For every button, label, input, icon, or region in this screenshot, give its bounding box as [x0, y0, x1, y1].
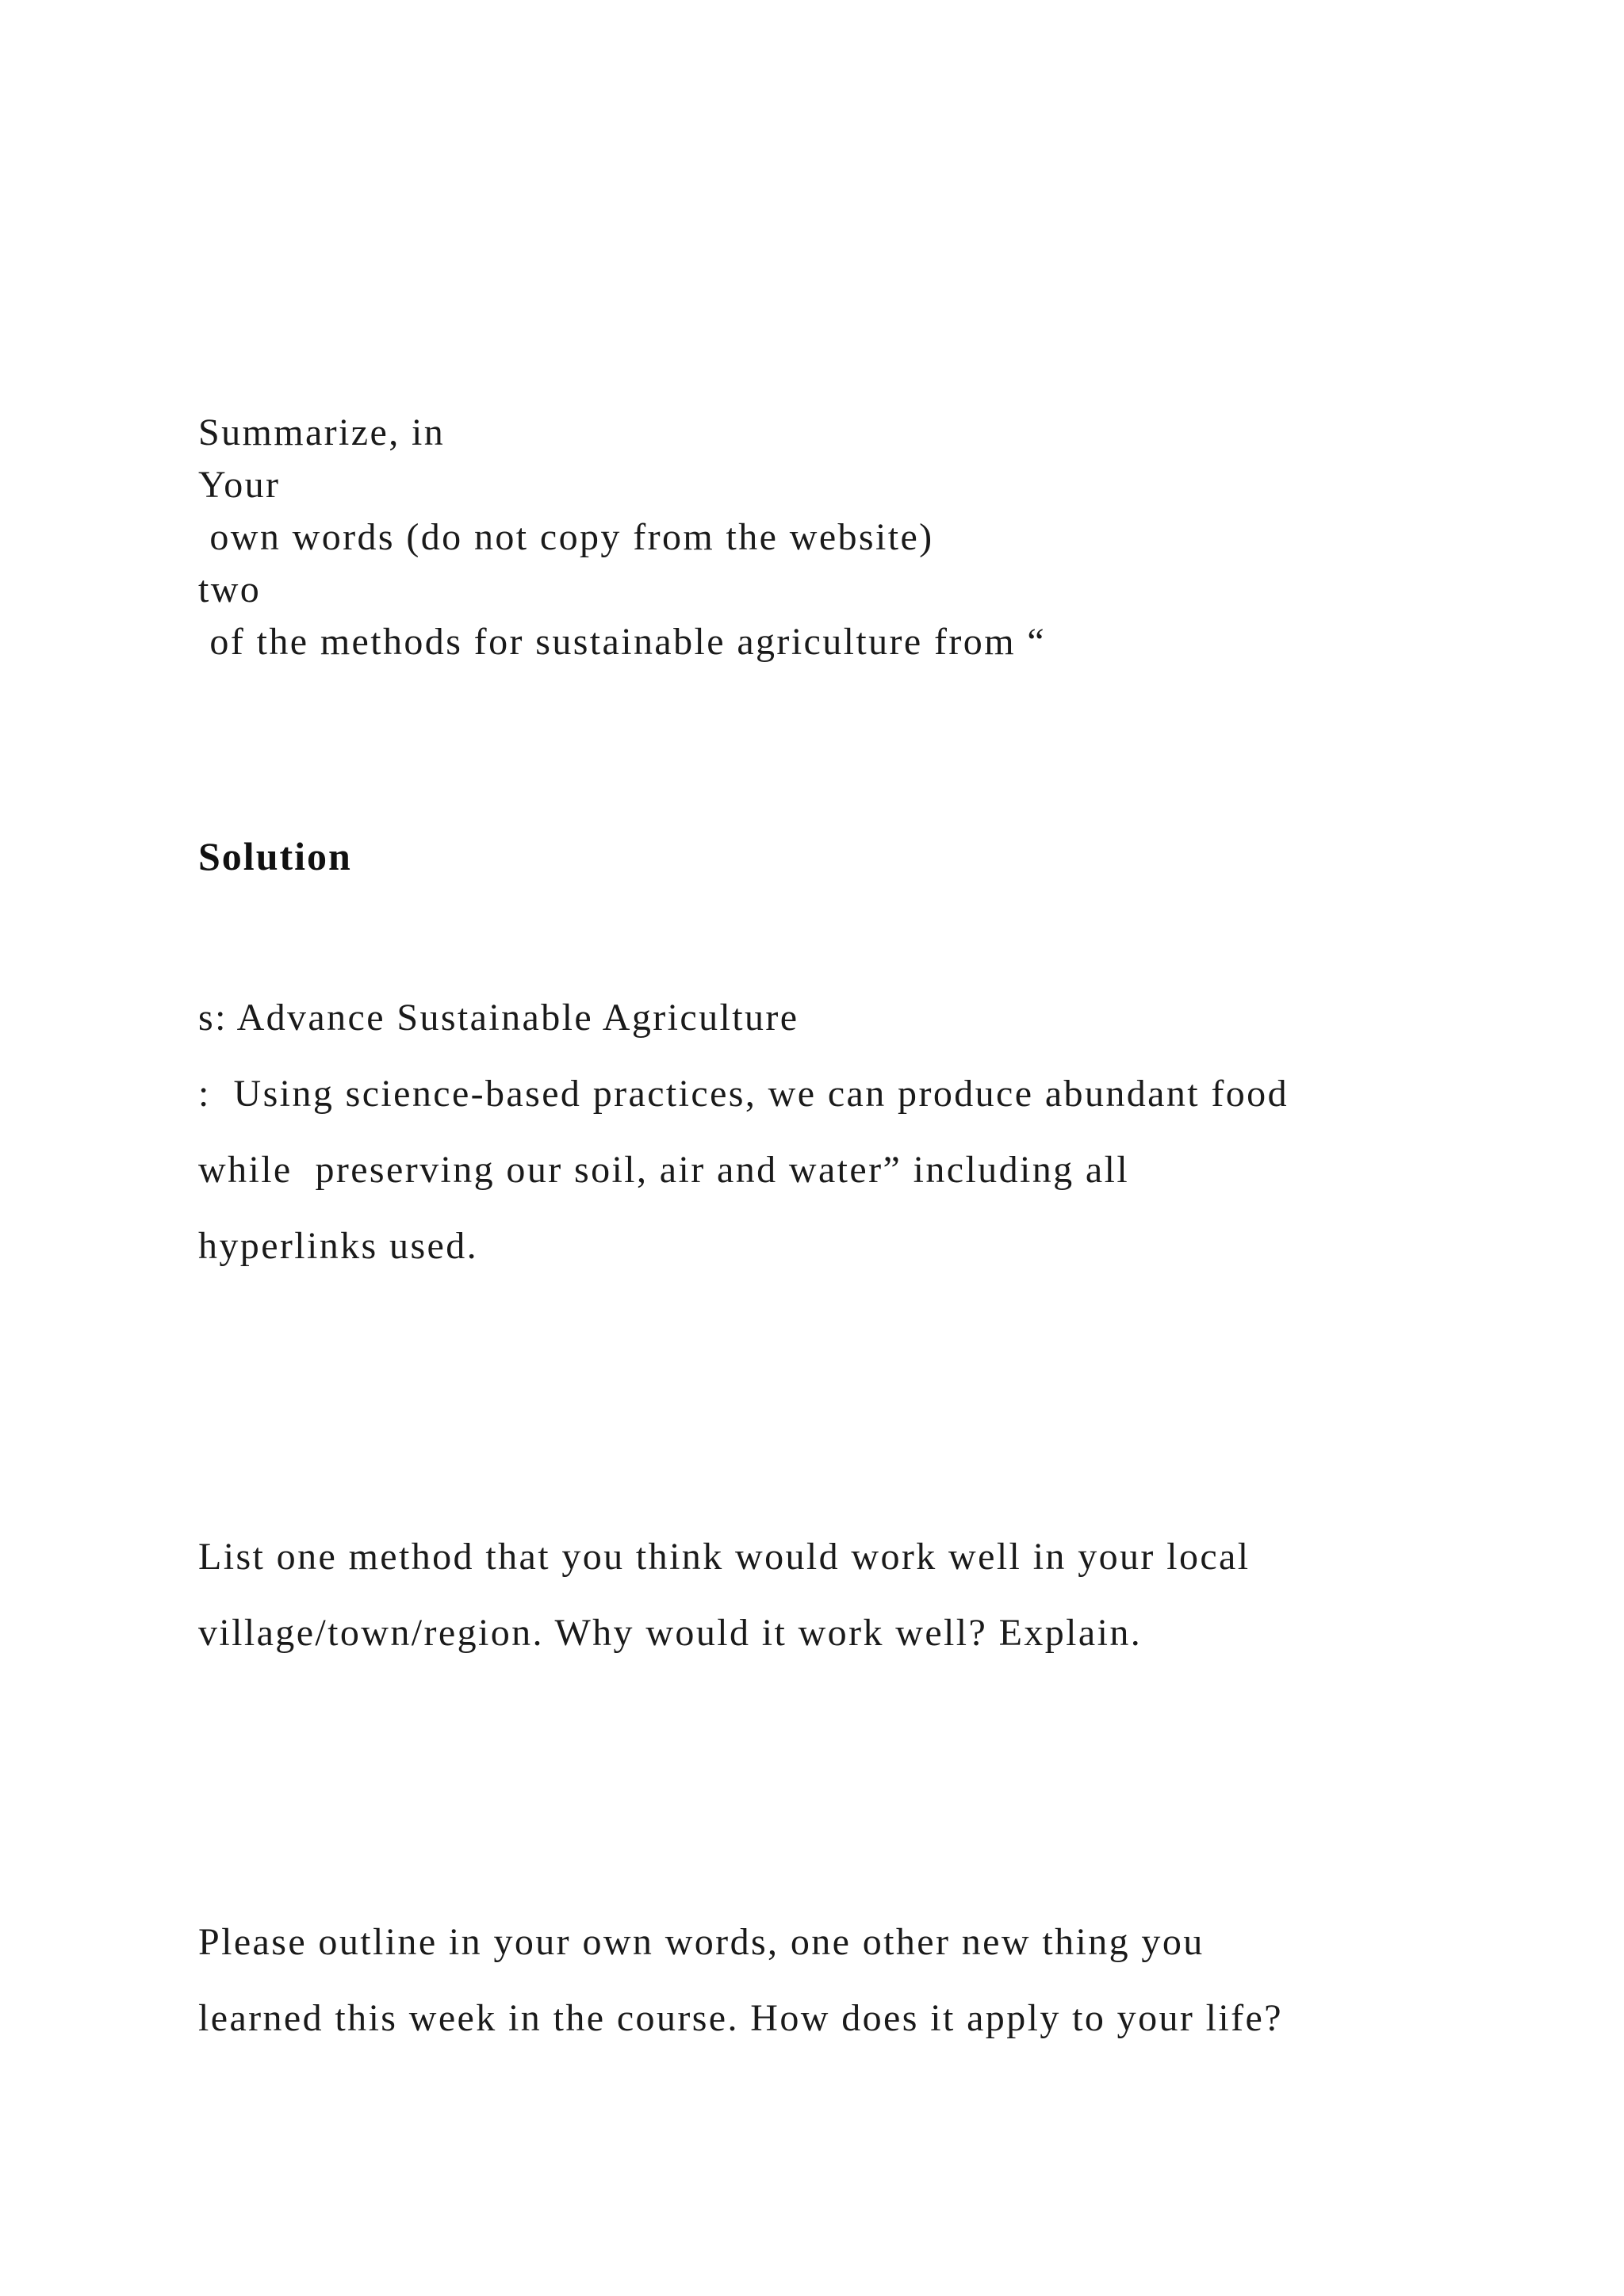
outline-line: Please outline in your own words, one other new thing you	[198, 1921, 1205, 1963]
question-line: of the methods for sustainable agriculture from “	[198, 621, 1047, 663]
question-line: Summarize, in	[198, 411, 446, 453]
question-line: two	[198, 568, 262, 610]
solution-line: : Using science-based practices, we can produce abundant food	[198, 1073, 1289, 1115]
outline-line: learned this week in the course. How does it apply to your life?	[198, 1997, 1283, 2039]
list-method-line: village/town/region. Why would it work well? Explain.	[198, 1612, 1143, 1654]
question-line: Your	[198, 464, 281, 506]
solution-line: s: Advance Sustainable Agriculture	[198, 997, 799, 1039]
list-method-line: List one method that you think would work well in your local	[198, 1536, 1251, 1578]
solution-line: while preserving our soil, air and water” including all	[198, 1149, 1130, 1191]
question-line: own words (do not copy from the website)	[198, 516, 934, 558]
solution-line: hyperlinks used.	[198, 1225, 479, 1267]
solution-heading: Solution	[198, 834, 352, 878]
